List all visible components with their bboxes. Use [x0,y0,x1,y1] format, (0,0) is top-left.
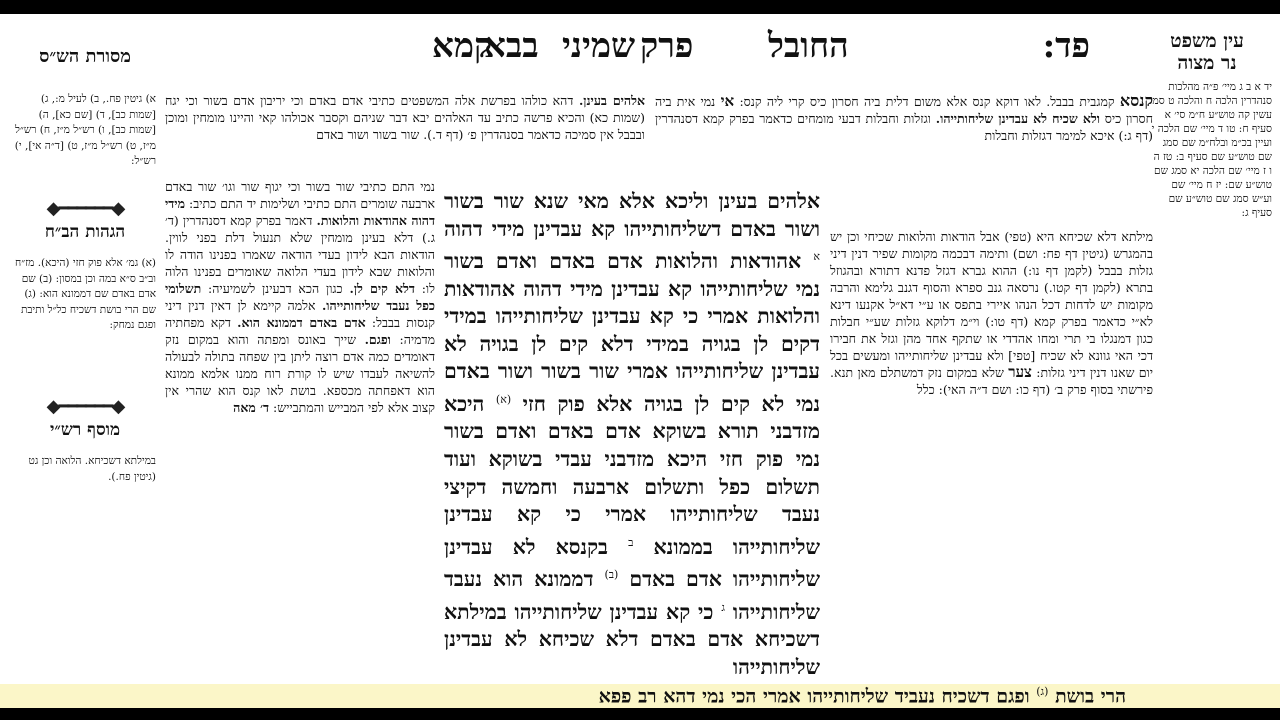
rashi-dibur-hamatchil: קנסא [1119,91,1154,110]
gemara-segment: דממונא הוא נעבד שליחותייהו [444,567,820,624]
gemara-segment: אלהים בעינן וליכא אלא מאי שנא שור בשור ושור באדם דשליחותייהו קא עבדינן מידי דהוה [444,189,820,241]
ein-mishpat-title-line1: עין משפט [1170,30,1244,52]
rashi-top-block [655,92,1153,144]
rashi-column [830,228,1153,398]
hagahot-habach-body: (א) גמ׳ אלא פוק חזי (היכא). מז״ח וב״ב ס״א במה וכן במסון: (ב) שם אדם באדם שם דממונא הוא: (ג) שם הרי בושת דשכיח כל״ל ותיבת ופגם נמחק: [15,257,156,331]
tosafot-col-text-6: שייך באונס ומפתה והוא במקום נזק דאומדים כמה אדם רוצה ליתן בין שפחה בתולה לבעולה להשיאה לעבדו שיש לו קורת רוח ממנו אלמא ממונא הוא דאפחתה מכספא. בושת לאו קנס הוא שהרי אין קצוב אלא לפי המבייש והמתבייש: [165,332,435,415]
tosafot-col-dibur-hamatchil-5: ופגם. [364,332,391,347]
title-word-kama: קמא [432,26,493,66]
gemara-marker: ג [721,600,725,614]
tosafot-col-text-5: דקא מפחתיה מדמיה: [165,315,435,347]
musaf-rashi-title: מוסף רש״י [49,420,121,440]
tosafot-col-dibur-hamatchil: מידי דהוה אהודאות והלואות. [165,196,436,228]
tosafot-col-dibur-hamatchil-3: תשלומי כפל נעבד שליחותייהו. [165,281,436,313]
masoret-hashas-title: מסורת הש״ס [39,46,131,67]
top-black-bar [0,0,1280,14]
tosafot-col-dibur-hamatchil-6: ד׳ מאה [233,400,270,415]
gemara-segment: כי קא עבדינן שליחותייהו במילתא דשכיחא אדם באדם דלא שכיחא לא עבדינן שליחותייהו [444,599,820,679]
tosafot-col-dibur-hamatchil-4: אדם באדם דממונא הוא. [237,315,366,330]
gemara-segment: הרי בושת [1055,685,1126,708]
gemara-segment: בקנסא לא עבדינן שליחותייהו אדם באדם [444,534,820,592]
tosafot-col-text-3: כגון הכא דבעינן לשמיעיה: [208,281,343,296]
ein-mishpat-title-line2: נר מצוה [1177,52,1237,74]
gemara-marker: ב [628,535,634,549]
tosafot-column [165,178,435,416]
rashi-text: קמגבית בבבל. לאו דוקא קנס אלא משום דלית ביה חסרון כיס קרי ליה קנס: [739,94,1115,109]
gemara-text [444,188,820,681]
gemara-segment: ופגם דשכיח נעביד שליחותייהו אמרי הכי נמי דהא רב פפא [598,685,1030,708]
rashi-col-text: מילתא דלא שכיחא היא (טפי) אבל הודאות והלואות שכיחי וכן יש בהמגרש (גיטין דף פח: ושם) ותימה דבכמה מקומות שפיר דנין דיני גזלות בבבל (לקמן דף נו:) ההוא גברא דגזל פדנא דתורא ובהגוזל בתרא (לקמן דף קטו.) נרסאה גנב ספרא והסוף דגנב גלימא והרבה מקומות יש לדחות דכל הנהו איירי בתפס או ע״י דא״ל אקנעו דינא לא״י כדאמר בפרק קמא (דף טו:) וי״מ דלוקא גזלות שע״י חבלות כגון דמנגלו בי תרי ומחו אהדדי או שתקף אחד מהן וגזל את חבירו דכי האי גוונא לא שכיח [טפי] ולא עבדינן שליחותייהו ומעשים בכל יום שאנו דנין דיני גזלות: [830,229,1154,380]
gemara-wide-line [440,680,1126,708]
gemara-marker: (ג) [1036,685,1049,698]
gemara-marker: (ב) [604,568,619,582]
title-word-eighth: שמיני [562,26,636,66]
tosafot-col-text-2: דאמר בפרק קמא דסנהדרין (ד׳ ג.) דלא בעינן מומחין שלא תנעול דלת בפני לווין. הודאות הבא לידון בעדי הודאה שאמרו בפנינו הודה לו והלואות שבא לידון בעדי הלואה שאומרים בפנינו הלוה לו: [165,213,435,296]
hagahot-habach-title: הגהות הב״ח [44,222,126,242]
tosafot-dibur-hamatchil: אלהים בעינן. [578,93,645,108]
gemara-segment: אהודאות והלואות אדם באדם ואדם בשור נמי שליחותייהו קא עבדינן מידי דהוה אהודאות והלואות אמרי כי קא עבדינן שליחותייהו במידי דקים לן בגויה במידי דלא קים לן בגויה לא עבדינן שליחותייהו אמרי שור בשור ושור באדם נמי לא קים לן בגויה אלא פוק חזי [444,249,821,416]
tosafot-col-text-4: אלמה קיימא לן דאין דנין דיני קנסות בבבל: [165,298,435,330]
gemara-marker: א [813,250,821,264]
musaf-rashi-body: במילתא דשכיחא. הלואה וכן גט (גיטין פח.). [28,455,156,483]
rashi-text-2: נמי אית ביה חסרון כיס [655,94,1153,126]
gemara-marker: (א) [495,392,512,406]
tosafot-text: דהא כולהו בפרשת אלה המשפטים כתיבי אדם באדם וכי יריבון אדם בשור וכי יגח (שמות כא) והכיא פרשה כתיב עד האלהים יבא דבר שניהם וקסבר אכולהו קאי והיינו מומחין ומוכן ובבבל אין סמיכה כדאמר בסנהדרין פ׳ (דף ד.). שור בשור ושור באדם [165,93,645,142]
gemara-segment: היכא מזדבני תורא בשוקא אדם באדם ואדם בשור נמי פוק חזי היכא מזדבני עבדי בשוקא ועוד תשלום כפל ותשלום ארבעה וחמשה דקיצי נעבד שליחותייהו אמרי כי קא עבדינן שליחותייהו בממונא [444,391,821,559]
title-word-perek: פרק [640,26,694,66]
ornament-divider-2: ◆━━━━━━◆ [46,396,124,417]
tosafot-top-block [165,92,645,143]
ein-mishpat-title [1148,30,1266,74]
title-word-bava: בבא [484,26,539,66]
tosafot-col-text: נמי התם כתיבי שור בשור וכי יגוף שור וגו׳ שור באדם ארבעה שומרים התם כתיבי ושלימות יד התם כתיב: [165,179,435,211]
masoret-hashas-body: א) גיטין פח., ב) לעיל מ:, ג) [שמות כב], ד) [שם כא], ה) [שמות כב], ו) רש״ל מ״ז, ח) רש״ל מ״ז, ט) רש״ל מ״ז, ט) [ד״ה אי], י) רש״ל: [14,93,156,167]
ornament-divider: ◆━━━━━━◆ [46,198,124,219]
rashi-col-dibur-hamatchil: צער [1008,363,1032,381]
tosafot-col-dibur-hamatchil-2: דלא קים לן. [349,281,415,296]
bottom-black-bar [0,708,1280,720]
rashi-dibur-hamatchil-2: אי [720,92,735,110]
daf-number: פד: [1042,26,1090,66]
rashi-text-3: וגזלות וחבלות דבעי מומחים כדאמר בפרק קמא דסנהדרין (דף ג:) איכא למימר דגזלות וחבלות [655,111,1153,143]
rashi-col-text-2: שלא במקום נזק דמשתלם מאן תנא. פירשתי בסוף פרק ב׳ (דף כו: ושם ד״ה האי): כלל [830,365,1153,397]
rashi-dibur-hamatchil-3: ולא שכיח לא עבדינן שליחותייהו. [935,111,1100,126]
title-word-chapter-name: החובל [768,26,849,66]
ein-mishpat-body: יד א ב ג מיי׳ פ״ה מהלכות סנהדרין הלכה ח והלכה ט סמג עשין קה טוש״ע ח״מ סי׳ א סעיף ח: טו ד מיי׳ שם הלכה י ועיין בכ״מ ובלח״מ שם סמג שם טוש״ע שם סעיף ב: טז ה ו ז מיי׳ שם הלכה יא סמג שם טוש״ע שם: יז ח מיי׳ שם וע״ש סמג שם טוש״ע שם סעיף ג: [1149,81,1272,219]
